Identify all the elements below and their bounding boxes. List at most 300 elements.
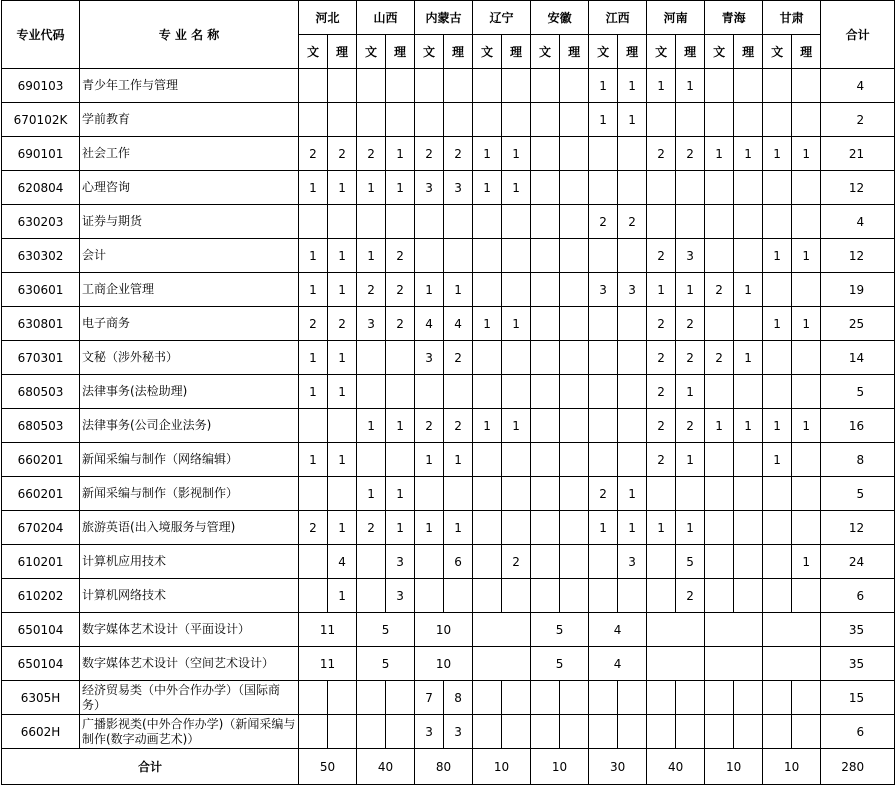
row-total: 25 [821,307,895,341]
quota-cell [792,205,821,239]
row-total: 8 [821,443,895,477]
province-quota-cell: 10 [415,613,473,647]
quota-cell: 1 [676,69,705,103]
quota-cell: 4 [415,307,444,341]
table-row [2,409,895,443]
province-quota-cell: 5 [531,647,589,681]
province-header: 河南 [647,1,705,35]
quota-cell [560,545,589,579]
stream-li-header: 理 [618,35,647,69]
province-total: 10 [531,749,589,785]
quota-cell [647,477,676,511]
quota-cell [676,171,705,205]
province-total: 80 [415,749,473,785]
quota-cell: 7 [415,681,444,715]
quota-cell: 4 [444,307,473,341]
province-quota-cell: 4 [589,613,647,647]
quota-cell [328,409,357,443]
quota-cell [647,205,676,239]
quota-cell [647,103,676,137]
quota-cell: 3 [618,545,647,579]
quota-cell: 1 [357,477,386,511]
quota-cell [560,171,589,205]
quota-cell [618,137,647,171]
stream-wen-header: 文 [415,35,444,69]
quota-cell [734,715,763,749]
major-code: 6602H [2,715,80,749]
quota-cell [415,579,444,613]
quota-cell [792,715,821,749]
quota-cell: 2 [357,137,386,171]
quota-cell [705,545,734,579]
stream-li-header: 理 [792,35,821,69]
province-quota-cell [705,613,763,647]
quota-cell: 1 [734,273,763,307]
quota-cell [763,103,792,137]
quota-cell: 3 [589,273,618,307]
major-name: 心理咨询 [80,171,299,205]
quota-cell [502,681,531,715]
table-row [2,443,895,477]
quota-cell: 1 [676,375,705,409]
quota-cell [676,103,705,137]
quota-cell [328,103,357,137]
quota-cell [473,69,502,103]
quota-cell [589,341,618,375]
province-quota-cell: 5 [531,613,589,647]
quota-cell [734,103,763,137]
quota-cell: 1 [763,307,792,341]
stream-wen-header: 文 [589,35,618,69]
quota-cell [705,715,734,749]
quota-cell [444,103,473,137]
major-code: 650104 [2,613,80,647]
major-code: 630203 [2,205,80,239]
quota-cell: 1 [386,409,415,443]
quota-cell [357,341,386,375]
quota-cell [473,477,502,511]
quota-cell [357,205,386,239]
quota-cell: 2 [647,375,676,409]
quota-cell: 1 [792,239,821,273]
quota-cell [299,409,328,443]
row-total: 14 [821,341,895,375]
stream-li-header: 理 [734,35,763,69]
quota-cell [705,443,734,477]
quota-cell: 1 [647,273,676,307]
quota-cell [618,681,647,715]
quota-cell: 2 [328,137,357,171]
quota-cell [763,545,792,579]
quota-cell [531,409,560,443]
quota-cell: 1 [734,409,763,443]
quota-cell [502,579,531,613]
quota-cell [705,69,734,103]
quota-cell [589,545,618,579]
quota-cell [328,477,357,511]
quota-cell: 1 [357,171,386,205]
quota-cell [357,103,386,137]
totals-label: 合计 [2,749,299,785]
quota-cell: 1 [589,511,618,545]
quota-cell [415,239,444,273]
quota-cell [531,477,560,511]
row-total: 12 [821,511,895,545]
quota-cell: 1 [473,171,502,205]
quota-cell [618,171,647,205]
quota-cell: 3 [357,307,386,341]
quota-cell: 2 [357,273,386,307]
major-code: 620804 [2,171,80,205]
province-total: 40 [357,749,415,785]
quota-cell: 1 [705,409,734,443]
row-total: 24 [821,545,895,579]
quota-cell [502,341,531,375]
quota-cell: 1 [444,511,473,545]
quota-cell [792,103,821,137]
quota-cell: 3 [618,273,647,307]
quota-cell [299,477,328,511]
province-total: 10 [763,749,821,785]
quota-cell [560,341,589,375]
quota-cell [299,205,328,239]
quota-cell [502,375,531,409]
quota-cell: 1 [386,171,415,205]
province-header: 山西 [357,1,415,35]
major-code: 630801 [2,307,80,341]
quota-cell: 6 [444,545,473,579]
major-name: 法律事务(法检助理) [80,375,299,409]
code-column-header: 专业代码 [2,1,80,69]
quota-cell [328,69,357,103]
quota-cell [589,307,618,341]
quota-cell [589,409,618,443]
quota-cell: 2 [299,137,328,171]
province-quota-cell: 5 [357,647,415,681]
quota-cell [676,205,705,239]
quota-cell [444,69,473,103]
major-code: 630601 [2,273,80,307]
quota-cell [357,443,386,477]
quota-cell [792,273,821,307]
quota-cell [415,205,444,239]
quota-cell: 1 [386,511,415,545]
quota-cell [531,341,560,375]
quota-cell [560,307,589,341]
quota-cell [705,511,734,545]
quota-cell: 5 [676,545,705,579]
stream-wen-header: 文 [647,35,676,69]
quota-cell [357,715,386,749]
quota-cell [705,205,734,239]
province-quota-cell [647,613,705,647]
quota-cell: 1 [357,409,386,443]
quota-cell: 1 [734,137,763,171]
row-total: 15 [821,681,895,715]
quota-cell: 2 [299,307,328,341]
quota-cell [618,239,647,273]
quota-cell [792,579,821,613]
quota-cell [589,171,618,205]
quota-cell: 2 [705,341,734,375]
major-code: 650104 [2,647,80,681]
stream-wen-header: 文 [531,35,560,69]
quota-cell: 1 [328,341,357,375]
quota-cell [792,69,821,103]
row-total: 4 [821,69,895,103]
quota-cell: 1 [299,443,328,477]
province-quota-cell [473,613,531,647]
quota-cell [473,579,502,613]
quota-cell: 2 [676,137,705,171]
quota-cell: 1 [763,409,792,443]
major-code: 610201 [2,545,80,579]
quota-cell [531,375,560,409]
quota-cell: 1 [444,443,473,477]
province-quota-cell: 5 [357,613,415,647]
quota-cell: 2 [676,341,705,375]
quota-cell [560,137,589,171]
quota-cell [560,409,589,443]
quota-cell: 1 [473,307,502,341]
quota-cell: 1 [357,239,386,273]
quota-cell [589,579,618,613]
quota-cell [473,545,502,579]
quota-cell: 3 [386,579,415,613]
quota-cell: 2 [328,307,357,341]
quota-cell [560,103,589,137]
quota-cell: 1 [792,545,821,579]
table-row [2,137,895,171]
quota-cell [502,103,531,137]
quota-cell: 1 [705,137,734,171]
quota-cell [386,69,415,103]
quota-cell: 1 [299,239,328,273]
stream-li-header: 理 [676,35,705,69]
quota-cell [473,443,502,477]
quota-cell [734,511,763,545]
quota-cell [618,443,647,477]
quota-cell [647,681,676,715]
quota-cell [386,443,415,477]
quota-cell: 1 [618,477,647,511]
quota-cell: 1 [676,273,705,307]
quota-cell: 1 [299,273,328,307]
quota-cell: 1 [676,511,705,545]
quota-cell: 2 [444,341,473,375]
province-quota-cell [473,647,531,681]
quota-cell [618,579,647,613]
province-quota-cell: 4 [589,647,647,681]
major-name: 计算机网络技术 [80,579,299,613]
quota-cell [792,171,821,205]
province-total: 40 [647,749,705,785]
quota-cell [299,545,328,579]
quota-cell [589,137,618,171]
quota-cell [618,715,647,749]
quota-cell: 1 [415,273,444,307]
stream-li-header: 理 [560,35,589,69]
major-name: 计算机应用技术 [80,545,299,579]
quota-cell: 8 [444,681,473,715]
quota-cell: 1 [328,273,357,307]
quota-cell [589,443,618,477]
quota-cell: 2 [647,443,676,477]
quota-cell [618,307,647,341]
table-row [2,511,895,545]
table-row [2,647,895,681]
quota-cell [647,171,676,205]
quota-cell [763,171,792,205]
table-row [2,613,895,647]
quota-cell: 1 [792,137,821,171]
province-quota-cell: 11 [299,647,357,681]
quota-cell [705,307,734,341]
quota-cell: 1 [299,375,328,409]
quota-cell [676,715,705,749]
quota-cell: 1 [502,171,531,205]
quota-cell [531,137,560,171]
quota-cell [647,545,676,579]
quota-cell: 3 [386,545,415,579]
province-total: 10 [473,749,531,785]
stream-li-header: 理 [502,35,531,69]
table-row [2,307,895,341]
row-total: 2 [821,103,895,137]
quota-cell [792,477,821,511]
quota-cell [560,477,589,511]
quota-cell: 2 [415,409,444,443]
quota-cell [299,579,328,613]
quota-cell: 2 [647,409,676,443]
quota-cell [734,375,763,409]
quota-cell [560,443,589,477]
quota-cell: 1 [386,477,415,511]
quota-cell [299,103,328,137]
province-total: 50 [299,749,357,785]
quota-cell [531,715,560,749]
quota-cell: 4 [328,545,357,579]
quota-cell [357,545,386,579]
major-name: 新闻采编与制作（网络编辑） [80,443,299,477]
quota-cell [473,715,502,749]
quota-cell [502,205,531,239]
quota-cell [531,545,560,579]
quota-cell [734,443,763,477]
quota-cell: 2 [444,137,473,171]
quota-cell [444,205,473,239]
quota-cell [386,715,415,749]
table-row [2,103,895,137]
stream-li-header: 理 [328,35,357,69]
province-total: 10 [705,749,763,785]
quota-cell [357,681,386,715]
table-row [2,477,895,511]
quota-cell [473,273,502,307]
quota-cell [357,579,386,613]
row-total: 19 [821,273,895,307]
quota-cell: 1 [763,443,792,477]
quota-cell [328,715,357,749]
quota-cell [502,715,531,749]
quota-cell: 1 [415,511,444,545]
quota-cell: 2 [676,409,705,443]
total-column-header: 合计 [821,1,895,69]
quota-cell: 1 [734,341,763,375]
quota-cell [386,103,415,137]
table-row [2,341,895,375]
quota-cell: 1 [618,103,647,137]
quota-cell [734,477,763,511]
quota-cell [531,69,560,103]
quota-cell [560,239,589,273]
quota-cell: 2 [386,307,415,341]
quota-cell [502,273,531,307]
quota-cell [763,477,792,511]
quota-cell [763,375,792,409]
stream-wen-header: 文 [473,35,502,69]
quota-cell: 1 [502,137,531,171]
quota-cell [763,341,792,375]
quota-cell: 1 [415,443,444,477]
quota-cell [560,69,589,103]
quota-cell [560,511,589,545]
quota-cell [734,579,763,613]
quota-cell: 2 [676,307,705,341]
header-row-provinces [2,1,895,35]
quota-cell [589,715,618,749]
stream-wen-header: 文 [705,35,734,69]
totals-row [2,749,895,785]
quota-cell [415,545,444,579]
quota-cell: 3 [415,341,444,375]
quota-cell: 1 [647,69,676,103]
quota-cell [386,375,415,409]
quota-cell [328,681,357,715]
province-header: 青海 [705,1,763,35]
table-row [2,69,895,103]
row-total: 21 [821,137,895,171]
quota-cell [589,239,618,273]
province-total: 30 [589,749,647,785]
quota-cell [473,103,502,137]
quota-cell: 3 [444,171,473,205]
major-name: 数字媒体艺术设计（平面设计） [80,613,299,647]
province-header: 辽宁 [473,1,531,35]
stream-li-header: 理 [444,35,473,69]
major-code: 690103 [2,69,80,103]
quota-cell [531,681,560,715]
stream-wen-header: 文 [357,35,386,69]
quota-cell [705,477,734,511]
quota-cell [763,205,792,239]
grand-total: 280 [821,749,895,785]
quota-cell [560,579,589,613]
major-name: 文秘（涉外秘书） [80,341,299,375]
major-name: 新闻采编与制作（影视制作） [80,477,299,511]
major-code: 660201 [2,443,80,477]
row-total: 16 [821,409,895,443]
quota-cell: 1 [763,239,792,273]
quota-cell: 2 [676,579,705,613]
quota-cell [705,171,734,205]
quota-cell [473,239,502,273]
quota-cell: 1 [676,443,705,477]
province-header: 河北 [299,1,357,35]
province-header: 江西 [589,1,647,35]
quota-cell [705,103,734,137]
quota-cell [531,443,560,477]
